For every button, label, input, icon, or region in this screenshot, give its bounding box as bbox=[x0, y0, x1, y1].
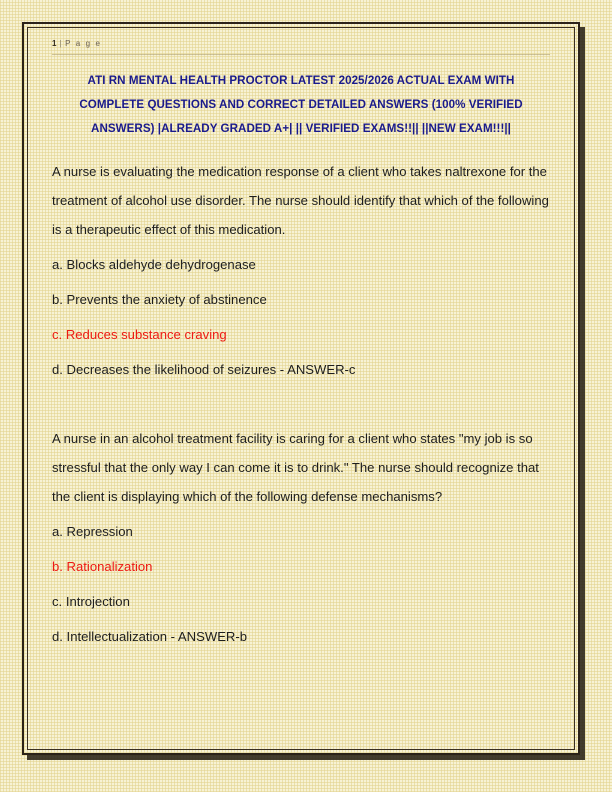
question-stem: A nurse in an alcohol treatment facility is caring for a client who states "my job is so stressful that the only way I can come it is to drink." The nurse should recognize that the client is displaying which of the following defense mechanisms? bbox=[52, 431, 539, 504]
answer-option: b. Prevents the anxiety of abstinence bbox=[52, 292, 267, 307]
answer-option: a. Repression bbox=[52, 524, 133, 539]
answer-option: a. Blocks aldehyde dehydrogenase bbox=[52, 257, 256, 272]
question-stem: A nurse is evaluating the medication response of a client who takes naltrexone for the treatment of alcohol use disorder. The nurse should identify that which of the following is a therapeutic effect of this medication. bbox=[52, 164, 549, 237]
question-block bbox=[52, 157, 550, 384]
document-title: ATI RN MENTAL HEALTH PROCTOR LATEST 2025/2026 ACTUAL EXAM WITH COMPLETE QUESTIONS AND CORRECT DETAILED ANSWERS (100% VERIFIED ANSWERS) |ALREADY GRADED A+| || VERIFIED EXAMS!!|| ||NEW EXAM!!!|| bbox=[79, 74, 523, 135]
document-page-inner bbox=[27, 27, 575, 750]
document-page-frame bbox=[22, 22, 580, 755]
answer-option: d. Intellectualization - ANSWER-b bbox=[52, 629, 248, 644]
answer-option-highlighted: c. Reduces substance craving bbox=[52, 327, 227, 342]
paragraph-gap bbox=[52, 384, 550, 424]
running-header bbox=[52, 28, 550, 55]
question-block bbox=[52, 424, 550, 651]
answer-option: c. Introjection bbox=[52, 594, 130, 609]
page-indicator bbox=[52, 39, 550, 48]
page-number: 1 bbox=[52, 39, 57, 48]
answer-option-highlighted: b. Rationalization bbox=[52, 559, 153, 574]
page-label: P a g e bbox=[65, 39, 102, 48]
question-list bbox=[52, 157, 550, 651]
header-separator: | bbox=[59, 39, 64, 48]
answer-option: d. Decreases the likelihood of seizures - ANSWER-c bbox=[52, 362, 356, 377]
